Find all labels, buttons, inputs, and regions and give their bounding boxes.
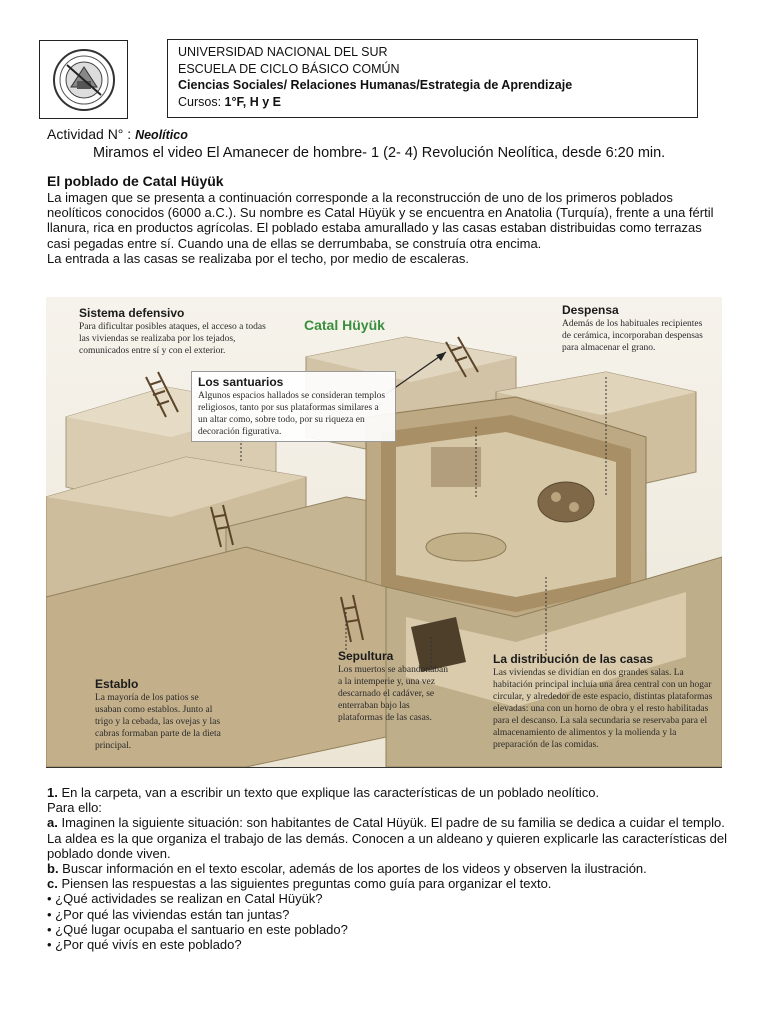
question-item: • ¿Por qué vivís en este poblado? — [47, 937, 242, 953]
question-item: • ¿Qué lugar ocupaba el santuario en este poblado? — [47, 921, 348, 937]
annotation-text: Para dificultar posibles ataques, el acceso a todas las viviendas se realizaba por los tejados, comunicados entre sí y con el exterior. — [79, 322, 266, 356]
task-b-text: Buscar información en el texto escolar, además de los aportes de los videos y observen la ilustración. — [58, 861, 647, 877]
intro-paragraph-1: La imagen que se presenta a continuación corresponde a la reconstrucción de uno de los primeros poblados neolíticos conocidos (6000 a.C.). Su nombre es Catal Hüyük y se encuentra en Anatolia (Turquía), frente a una fértil llanura, rica en productos agrícolas. El poblado estaba amurallado y las casas estaban distribuidas como terrazas casi pegadas entre sí. Cuando una de ellas se derrumbaba, se construía otra encima. — [47, 190, 714, 251]
annotation-title: Despensa — [562, 303, 619, 317]
courses — [178, 94, 687, 111]
question-item: • ¿Qué actividades se realizan en Catal Hüyük? — [47, 891, 323, 907]
task-a-label: a. — [47, 815, 58, 831]
illustration-bottom-rule — [46, 767, 722, 768]
catal-huyuk-illustration — [46, 297, 722, 767]
annotation-title: Sepultura — [338, 649, 394, 663]
task-b-label: b. — [47, 861, 59, 877]
subjects: Ciencias Sociales/ Relaciones Humanas/Estrategia de Aprendizaje — [178, 78, 573, 92]
annotation-title: Sistema defensivo — [79, 306, 185, 320]
task-1 — [47, 785, 737, 800]
task-c — [47, 876, 737, 891]
activity-label: Actividad N° : — [47, 126, 136, 142]
task-a — [47, 815, 737, 861]
annotation-text: Los muertos se abandonaban a la intemperie y, una vez descarnado el cadáver, se enterraban bajo las plataformas de las casas. — [338, 665, 449, 723]
task-c-label: c. — [47, 876, 58, 892]
annotation-text: Además de los habituales recipientes de cerámica, incorporaban despensas para almacenar el grano. — [562, 319, 703, 353]
activity-line — [47, 126, 188, 142]
video-instruction: Miramos el video El Amanecer de hombre- 1 (2- 4) Revolución Neolítica, desde 6:20 min. — [93, 145, 666, 161]
annotation-distribucion — [493, 652, 718, 751]
annotation-santuarios — [191, 371, 396, 442]
university-name: UNIVERSIDAD NACIONAL DEL SUR — [178, 45, 388, 59]
university-logo — [39, 40, 128, 119]
annotation-sistema-defensivo — [79, 306, 269, 357]
annotation-title: Establo — [95, 677, 139, 691]
illustration-title: Catal Hüyük — [304, 317, 385, 333]
annotation-text: Algunos espacios hallados se consideran templos religiosos, tanto por sus plataformas similares a un altar como, sobre todo, por su riqueza en decoración figurativa. — [198, 391, 386, 437]
section-title: El poblado de Catal Hüyük — [47, 173, 224, 189]
school-name: ESCUELA DE CICLO BÁSICO COMÚN — [178, 61, 400, 76]
task-para-ello: Para ello: — [47, 800, 102, 816]
annotation-text: La mayoría de los patios se usaban como establos. Junto al trigo y la cebada, las ovejas y las cabras formaban parte de la dieta principal. — [95, 693, 221, 751]
courses-value: 1°F, H y E — [224, 94, 281, 109]
annotation-title: La distribución de las casas — [493, 652, 654, 666]
university-seal-icon — [49, 47, 119, 113]
intro-paragraph-2: La entrada a las casas se realizaba por el techo, por medio de escaleras. — [47, 250, 470, 266]
task-a-text: Imaginen la siguiente situación: son habitantes de Catal Hüyük. El padre de su familia se dedica a cuidar el templo. La aldea es la que organiza el trabajo de las demás. Conocen a un aldeano y quieren explicarle las características del poblado donde viven. — [47, 815, 728, 861]
task-1-text: En la carpeta, van a escribir un texto que explique las características de un poblado neolítico. — [57, 785, 600, 800]
courses-label: Cursos: — [178, 94, 225, 109]
header-info-box — [167, 39, 698, 118]
annotation-despensa — [562, 303, 707, 354]
task-c-text: Piensen las respuestas a las siguientes preguntas como guía para organizar el texto. — [57, 876, 552, 892]
task-1-number: 1. — [47, 785, 58, 800]
annotation-text: Las viviendas se dividían en dos grandes salas. La habitación principal incluía una área central con un hogar circular, y alrededor de este espacio, distintas plataformas elevadas: una con un horno de obra y el resto habilitadas para el descanso. La sala secundaria se reservaba para el almacenamiento de alimentos y la molienda y la preparación de las comidas. — [493, 668, 713, 750]
annotation-sepultura — [338, 649, 453, 724]
annotation-title: Los santuarios — [198, 375, 284, 389]
annotation-establo — [95, 677, 225, 752]
task-b — [47, 861, 737, 876]
intro-text — [47, 190, 727, 266]
question-item: • ¿Por qué las viviendas están tan juntas? — [47, 906, 290, 922]
activity-topic: Neolítico — [135, 128, 188, 142]
task-section — [47, 785, 737, 952]
